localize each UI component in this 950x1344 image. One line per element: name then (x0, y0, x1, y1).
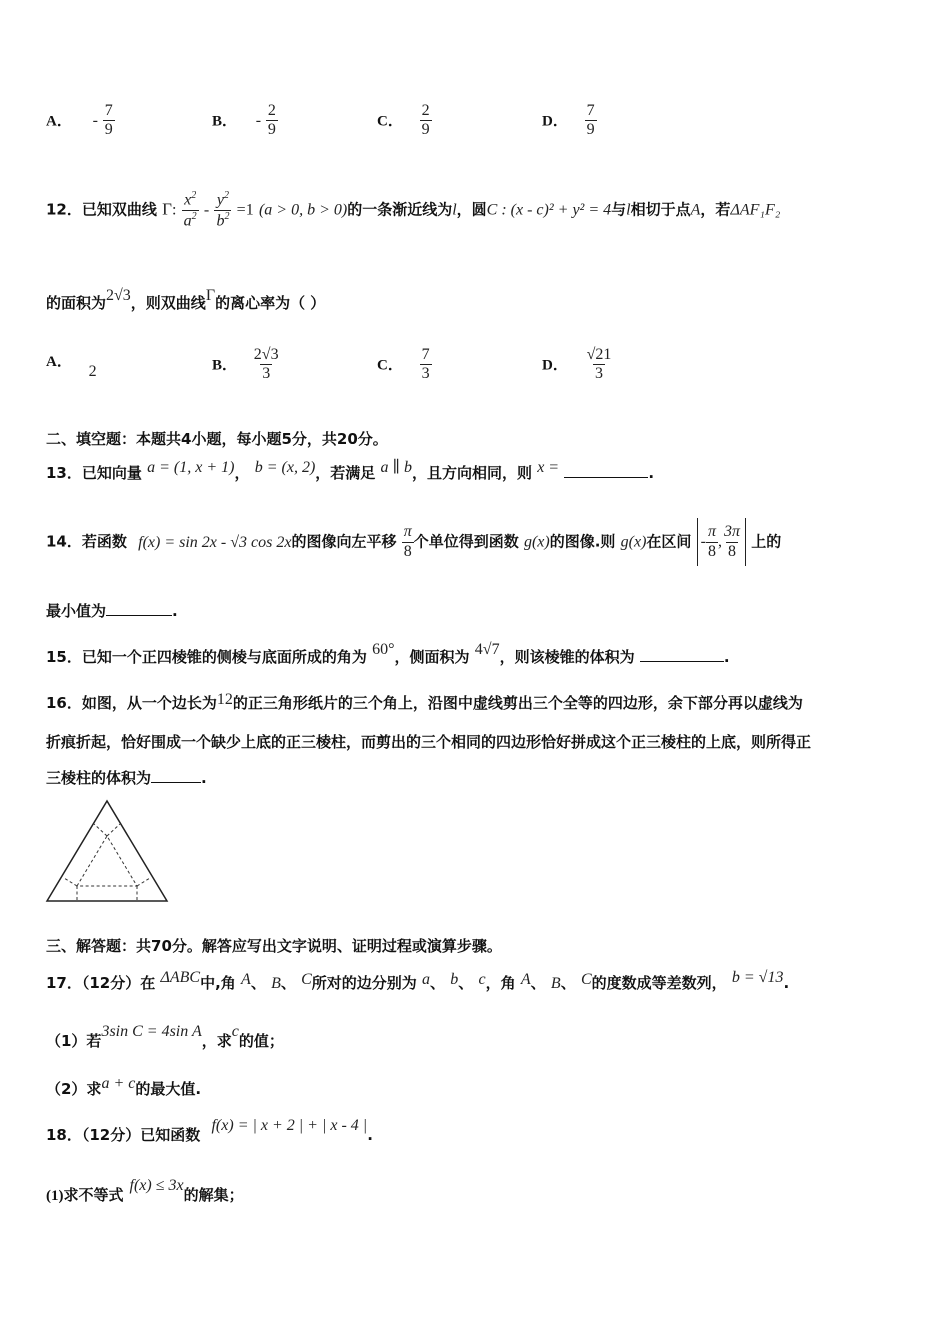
section-2-heading: 二、填空题：本题共4小题，每小题5分，共20分。 (46, 430, 388, 448)
q12-line-1: 12．已知双曲线 Γ: $\frac{x^2}{a^2}$ - $\frac{y^2}{b^2}$ =1 (a > 0, b > 0)的一条渐近线为l，圆C : (x - c)² + y² = 4与l相切于点A，若ΔAF₁F₂ (46, 190, 781, 230)
q14-shift-fraction: $\frac{\pi}{8}$ (403, 523, 412, 560)
cut-line-6 (107, 824, 120, 836)
q12-x-over-a: $\frac{x^2}{a^2}$ (183, 190, 197, 230)
q17-part-2: （2）求a + c的最大值. (46, 1075, 202, 1098)
q15-answer-blank[interactable] (640, 661, 724, 662)
q12-line-2: 的面积为2√3，则双曲线Γ的离心率为（ ） (46, 287, 326, 312)
q12-y-over-b: $\frac{y^2}{b^2}$ (216, 190, 230, 230)
q12-option-d: D． $\frac{√21}{3}$ (542, 346, 612, 383)
q14-line-1: 14．若函数 f(x) = sin 2x - √3 cos 2x的图像向左平移 $\frac{\pi}{8}$ 个单位得到函数 g(x)的图像.则 g(x)在区间 - $\frac{\pi}{8}$ , $\frac{3\pi}{8}$ 上的 (46, 518, 781, 566)
q14-line-2: 最小值为 . (46, 602, 178, 620)
q16-line-1: 16．如图，从一个边长为12的正三角形纸片的三个角上，沿图中虚线剪出三个全等的四边形，余下部分再以虚线为 (46, 691, 803, 712)
q11-option-a-fraction: $\frac{7}{9}$ (104, 102, 113, 139)
q13: 13．已知向量 a = (1, x + 1)， b = (x, 2)，若满足 a ∥ b，且方向相同，则 x = . (46, 459, 655, 482)
q12-option-b: B． $\frac{2√3}{3}$ (212, 346, 279, 383)
inner-dashed-triangle (77, 836, 137, 886)
q17-stem: 17．（12分）在 ΔABC中,角 A、 B、 C所对的边分别为 a、 b、 c，角 A、 B、 C的度数成等差数列， b = √13. (46, 969, 790, 992)
q11-option-c: C． $\frac{2}{9}$ (377, 102, 430, 139)
q14-answer-blank[interactable] (106, 615, 172, 616)
section-3-heading: 三、解答题：共70分。解答应写出文字说明、证明过程或演算步骤。 (46, 937, 502, 955)
q12-option-b-fraction: $\frac{2√3}{3}$ (253, 346, 279, 383)
cut-line-4 (137, 878, 150, 886)
q16-line-3: 三棱柱的体积为 . (46, 769, 207, 787)
q14-interval: - $\frac{\pi}{8}$ , $\frac{3\pi}{8}$ (697, 518, 746, 566)
q12-option-a: A． 2 (46, 354, 97, 380)
q11-option-b: B． - $\frac{2}{9}$ (212, 102, 276, 139)
q12-option-d-fraction: $\frac{√21}{3}$ (586, 346, 612, 383)
cut-line-3 (64, 878, 77, 886)
q11-option-c-fraction: $\frac{2}{9}$ (421, 102, 430, 139)
q15: 15．已知一个正四棱锥的侧棱与底面所成的角为 60°，侧面积为 4√7，则该棱锥的体积为 . (46, 641, 730, 666)
q12-option-c: C． $\frac{7}{3}$ (377, 346, 430, 383)
q16-line-2: 折痕折起，恰好围成一个缺少上底的正三棱柱，而剪出的三个相同的四边形恰好拼成这个正三棱柱的上底，则所得正 (46, 733, 812, 751)
q12-option-c-fraction: $\frac{7}{3}$ (421, 346, 430, 383)
q11-option-d-fraction: $\frac{7}{9}$ (586, 102, 595, 139)
q16-triangle-figure (44, 798, 170, 904)
q11-option-d: D． $\frac{7}{9}$ (542, 102, 595, 139)
q18-stem: 18．（12分）已知函数 f(x) = | x + 2 | + | x - 4 |. (46, 1117, 373, 1144)
q16-answer-blank[interactable] (151, 782, 201, 783)
cut-line-5 (94, 824, 107, 836)
q11-option-b-fraction: $\frac{2}{9}$ (267, 102, 276, 139)
q17-part-1: （1）若3sin C = 4sin A，求c的值； (46, 1023, 284, 1050)
q13-answer-blank[interactable] (564, 477, 648, 478)
outer-triangle (47, 801, 167, 901)
q11-option-a: A． - $\frac{7}{9}$ (46, 102, 113, 139)
q18-part-1: (1)求不等式f(x) ≤ 3x的解集； (46, 1177, 244, 1204)
